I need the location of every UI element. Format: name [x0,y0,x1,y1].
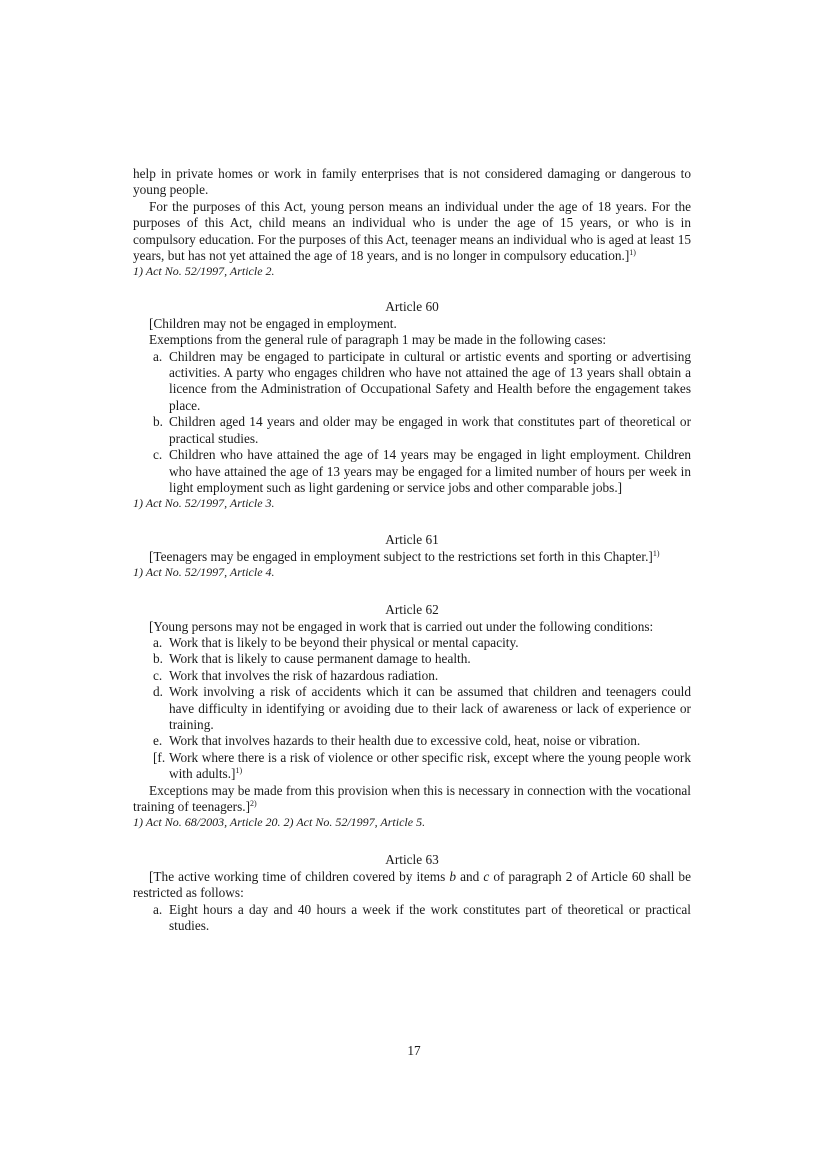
list-item: b. Children aged 14 years and older may be engaged in work that constitutes part of theoretical or practical studies. [153,414,691,446]
footnote-ref: 1) [235,766,243,776]
page-number: 17 [407,1043,421,1058]
article-63-intro: [The active working time of children covered by items b and c of paragraph 2 of Article 60 shall be restricted as follows: [133,868,691,901]
list-item: e. Work that involves hazards to their health due to excessive cold, heat, noise or vibration. [153,733,641,749]
list-item: b. Work that is likely to cause permanent damage to health. [153,651,471,667]
list-item: a. Work that is likely to be beyond their physical or mental capacity. [153,634,519,650]
article-63-title: Article 63 [385,852,439,868]
footnote: 1) Act No. 68/2003, Article 20. 2) Act No. 52/1997, Article 5. [133,815,426,830]
footnote-ref: 2) [250,799,257,808]
document-page [133,166,691,934]
list-item: a. Eight hours a day and 40 hours a week if the work constitutes part of theoretical or practical studies. [153,901,691,934]
article-62-intro: [Young persons may not be engaged in work that is carried out under the following conditions: [149,618,654,634]
footnote: 1) Act No. 52/1997, Article 2. [133,264,275,279]
list-item: d. Work involving a risk of accidents which it can be assumed that children and teenagers could have difficulty in identifying or avoiding due to their lack of awareness or lack of experience or training. [153,684,691,732]
article-60-title: Article 60 [385,299,439,315]
list-item: c. Children who have attained the age of 14 years may be engaged in light employment. Children who have attained the age of 13 years may be engaged for a limited number of hours per week in light employment such as light gardening or service jobs and other comparable jobs.] [153,447,691,495]
article-61-title: Article 61 [385,532,439,548]
footnote-ref: 1) [652,548,660,558]
list-item: c. Work that involves the risk of hazardous radiation. [153,667,439,683]
article-62-title: Article 62 [385,602,439,618]
article-62-exceptions: Exceptions may be made from this provision when this is necessary in connection with the vocational training of teenagers.]$^{2)}$ [133,782,691,814]
footnote: 1) Act No. 52/1997, Article 4. [133,565,275,580]
list-item: [f. Work where there is a risk of violence or other specific risk, except where the young people work with adults.]$^{1)}$ [153,749,691,782]
article-60-para2: Exemptions from the general rule of paragraph 1 may be made in the following cases: [149,332,607,348]
footnote-ref: 1) [629,248,636,258]
definitions-paragraph: For the purposes of this Act, young person means an individual under the age of 18 years. For the purposes of this Act, child means an individual who is under the age of 15 years, or who is in compulsory education. For the purposes of this Act, teenager means an individual who is aged at least 15 years, but has not yet attained the age of 18 years, and is no longer in compulsory education.]$^{1)}$ [133,198,691,264]
article-61-text: [Teenagers may be engaged in employment subject to the restrictions set forth in this Chapter.]$^{1)}$ [149,548,660,564]
article-60-para1: [Children may not be engaged in employment. [149,315,397,331]
continued-paragraph: help in private homes or work in family enterprises that is not considered damaging or dangerous to young people. [133,166,691,198]
list-item: a. Children may be engaged to participate in cultural or artistic events and sporting or advertising activities. A party who engages children who have not attained the age of 13 years shall obtain a licence from the Administration of Occupational Safety and Health before the engagement takes place. [153,348,691,413]
footnote: 1) Act No. 52/1997, Article 3. [133,496,275,511]
